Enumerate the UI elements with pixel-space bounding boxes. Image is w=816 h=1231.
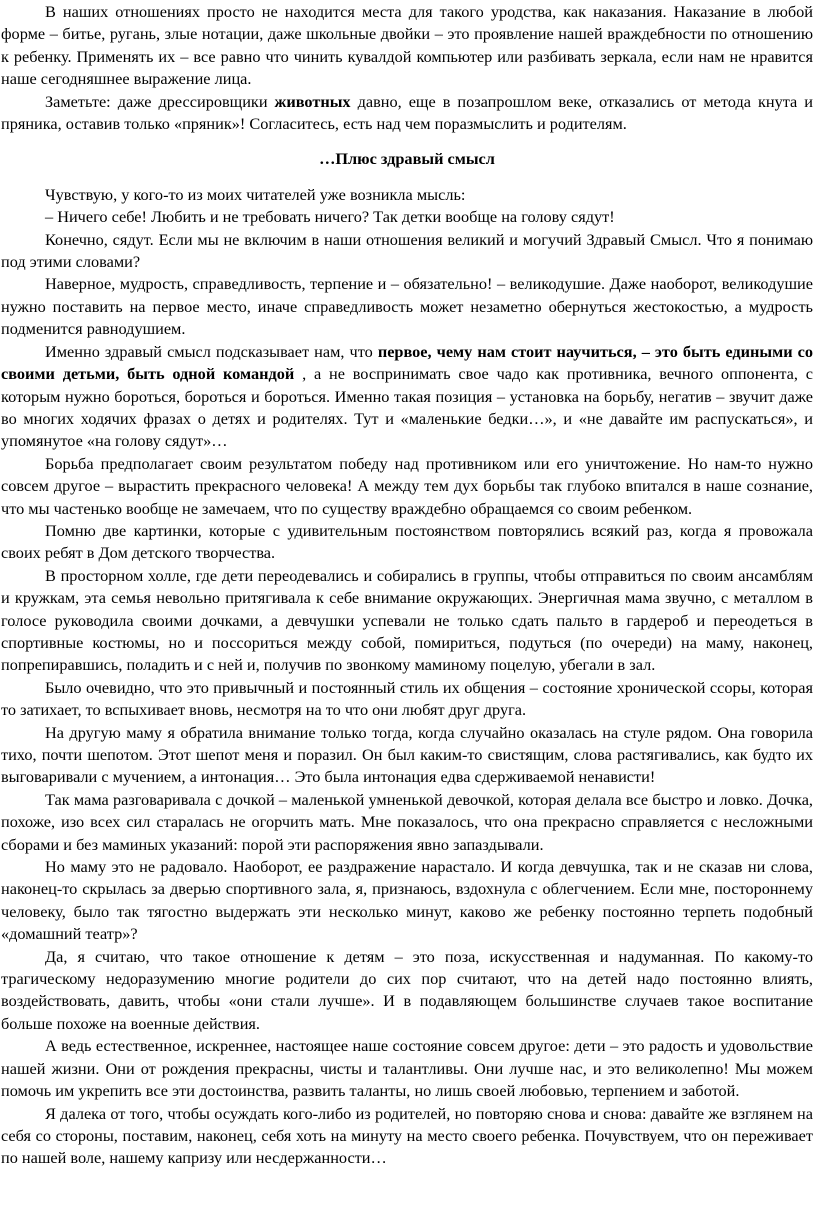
paragraph-1-text: В наших отношениях просто не находится места для такого уродства, как наказания. Наказание в любой форме – битье, ругань, злые нотации, даже школьные двойки – это проявление нашей враждебности по отношению к ребенку. Применять их – все равно что чинить кувалдой компьютер или разбивать зеркала, если нам не нравится наше сегодняшнее выражение лица. — [1, 2, 813, 89]
paragraph-15 — [1, 946, 813, 1036]
paragraph-15-text: Да, я считаю, что такое отношение к детям – это поза, искусственная и надуманная. По какому-то трагическому недоразумению многие родители до сих пор считают, что на детей надо постоянно влиять, воздействовать, давить, чтобы «они стали лучше». И в подавляющем большинстве случаев такое воспитание больше похоже на военные действия. — [1, 946, 813, 1033]
paragraph-17-text: Я далека от того, чтобы осуждать кого-либо из родителей, но повторяю снова и снова: давайте же взглянем на себя со стороны, поставим, наконец, себя хоть на минуту на место своего ребенка. Почувствуем, что он переживает по нашей воле, нашему капризу или несдержанности… — [1, 1103, 813, 1168]
paragraph-12-text: На другую маму я обратила внимание только тогда, когда случайно оказалась на стуле рядом. Она говорила тихо, почти шепотом. Этот шепот меня и поразил. Он был каким-то свистящим, слова растягивались, как будто их выговаривали с мучением, а интонация… Это была интонация едва сдерживаемой ненависти! — [1, 722, 813, 787]
paragraph-4-text: – Ничего себе! Любить и не требовать ничего? Так детки вообще на голову сядут! — [45, 207, 615, 227]
paragraph-3 — [1, 184, 813, 206]
paragraph-16 — [1, 1035, 813, 1102]
paragraph-7-bold-text: первое, чему нам стоит научиться, – это быть едиными со своими детьми, быть одной командой — [1, 341, 813, 384]
paragraph-11-text: Было очевидно, что это привычный и постоянный стиль их общения – состояние хронической ссоры, которая то затихает, то вспыхивает вновь, несмотря на то что они любят друг друга. — [1, 677, 813, 720]
paragraph-1 — [1, 1, 813, 91]
paragraph-4 — [1, 206, 813, 228]
paragraph-9 — [1, 520, 813, 565]
paragraph-2-bold-text: животных — [274, 91, 351, 111]
paragraph-9-text: Помню две картинки, которые с удивительным постоянством повторялись всякий раз, когда я провожала своих ребят в Дом детского творчества. — [1, 520, 813, 563]
paragraph-6-text: Наверное, мудрость, справедливость, терпение и – обязательно! – великодушие. Даже наоборот, великодушие нужно поставить на первое место, иначе справедливость может незаметно обернуться жестокостью, а мудрость подменится равнодушием. — [1, 274, 813, 339]
paragraph-11 — [1, 677, 813, 722]
paragraph-14-text: Но маму это не радовало. Наоборот, ее раздражение нарастало. И когда девчушка, так и не сказав ни слова, наконец-то скрылась за дверью спортивного зала, я, признаюсь, вздохнула с облегчением. Если мне, постороннему человеку, было так тягостно выдержать эти несколько минут, каково же ребенку постоянно терпеть подобный «домашний театр»? — [1, 857, 813, 944]
paragraph-5 — [1, 229, 813, 274]
paragraph-5-text: Конечно, сядут. Если мы не включим в наши отношения великий и могучий Здравый Смысл. Что я понимаю под этими словами? — [1, 229, 813, 272]
paragraph-17 — [1, 1103, 813, 1170]
paragraph-8-text: Борьба предполагает своим результатом победу над противником или его уничтожение. Но нам-то нужно совсем другое – вырастить прекрасного человека! А между тем дух борьбы так глубоко впитался в наше сознание, что мы частенько вообще не замечаем, что по существу враждебно обращаемся со своим ребенком. — [1, 453, 813, 518]
paragraph-8 — [1, 453, 813, 520]
paragraph-6 — [1, 273, 813, 340]
paragraph-13-text: Так мама разговаривала с дочкой – маленькой умненькой девочкой, которая делала все быстро и ловко. Дочка, похоже, изо всех сил старалась не огорчить мать. Мне показалось, что она прекрасно справляется с несложными сборами и без маминых указаний: порой эти распоряжения явно запаздывали. — [1, 789, 813, 854]
paragraph-10-text: В просторном холле, где дети переодевались и собирались в группы, чтобы отправиться по своим ансамблям и кружкам, эта семья невольно притягивала к себе внимание окружающих. Энергичная мама звучно, с металлом в голосе руководила своими дочками, а девчушки успевали не только сдать пальто в гардероб и переодеться в спортивные костюмы, но и поссориться между собой, помириться, подуться (по очереди) на маму, наконец, попрепиравшись, поладить и с ней и, получив по звонкому маминому поцелую, убегали в зал. — [1, 565, 813, 675]
paragraph-2 — [1, 91, 813, 136]
paragraph-7 — [1, 341, 813, 453]
paragraph-12 — [1, 722, 813, 789]
paragraph-2-text-b: давно, еще в позапрошлом веке, отказались от метода кнута и пряника, оставив только «пряник»! Согласитесь, есть над чем поразмыслить и родителям. — [1, 91, 813, 134]
paragraph-14 — [1, 856, 813, 946]
paragraph-13 — [1, 789, 813, 856]
paragraph-16-text: А ведь естественное, искреннее, настоящее наше состояние совсем другое: дети – это радость и удовольствие нашей жизни. Они от рождения прекрасны, чисты и талантливы. Они лучше нас, и это великолепно! Мы можем помочь им укрепить все эти достоинства, развить таланты, но лишь своей любовью, терпением и заботой. — [1, 1036, 813, 1101]
paragraph-10 — [1, 565, 813, 677]
paragraph-7-text-b: , а не воспринимать свое чадо как противника, вечного оппонента, с которым нужно бороться, бороться и бороться. Именно такая позиция – установка на борьбу, негатив – звучит даже во многих ходячих фразах о детях и родителях. Тут и «маленькие бедки…», и «не давайте им распускаться», и упомянутое «на голову сядут»… — [1, 364, 813, 451]
paragraph-2-text-a: Заметьте: даже дрессировщики — [45, 91, 275, 111]
paragraph-3-text: Чувствую, у кого-то из моих читателей уже возникла мысль: — [45, 184, 466, 204]
section-heading: …Плюс здравый смысл — [319, 149, 495, 169]
paragraph-7-text-a: Именно здравый смысл подсказывает нам, что — [45, 341, 378, 361]
